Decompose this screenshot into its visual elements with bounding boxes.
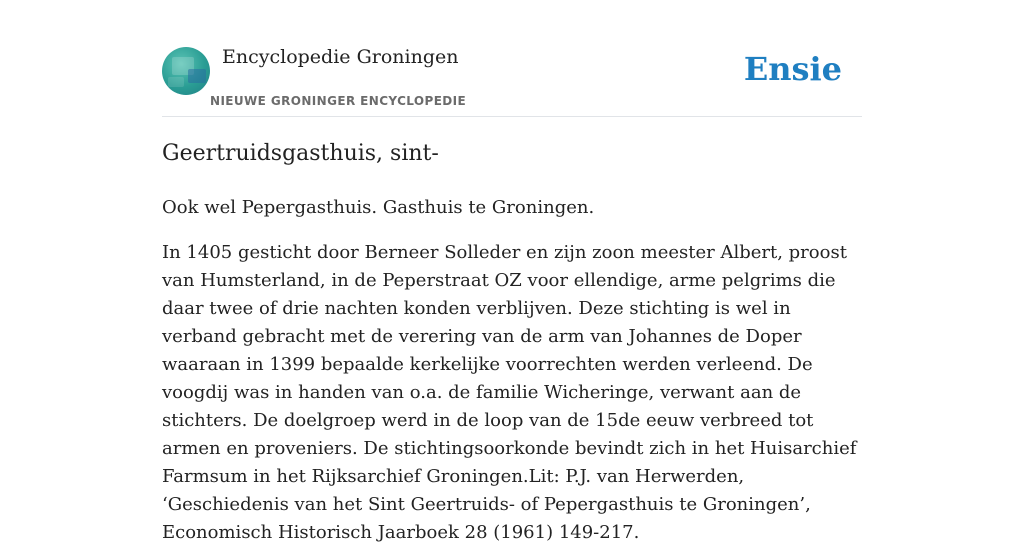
article-lead: Ook wel Pepergasthuis. Gasthuis te Groningen.	[162, 197, 595, 218]
content-container	[162, 0, 862, 543]
article-title: Geertruidsgasthuis, sint-	[162, 141, 439, 166]
encyclopedia-logo-icon[interactable]	[162, 47, 210, 95]
article-body: In 1405 gesticht door Berneer Solleder en zijn zoon meester Albert, proost van Humsterland, in de Peperstraat OZ voor ellendige, arme pelgrims die daar twee of drie nachten konden verblijven. Deze stichting is wel in verband gebracht met de verering van de arm van Johannes de Doper waaraan in 1399 bepaalde kerkelijke voorrechten werden verleend. De voogdij was in handen van o.a. de familie Wicheringe, verwant aan de stichters. De doelgroep werd in de loop van de 15de eeuw verbreed tot armen en proveniers. De stichtingsoorkonde bevindt zich in het Huisarchief Farmsum in het Rijksarchief Groningen.Lit: P.J. van Herwerden, ‘Geschiedenis van het Sint Geertruids- of Pepergasthuis te Groningen’, Economisch Historisch Jaarboek 28 (1961) 149-217.	[162, 242, 857, 543]
site-subtitle: NIEUWE GRONINGER ENCYCLOPEDIE	[210, 94, 467, 108]
site-title-link[interactable]: Encyclopedie Groningen	[222, 46, 459, 68]
ensie-brand-link[interactable]: Ensie	[743, 50, 842, 88]
site-header	[162, 0, 862, 117]
